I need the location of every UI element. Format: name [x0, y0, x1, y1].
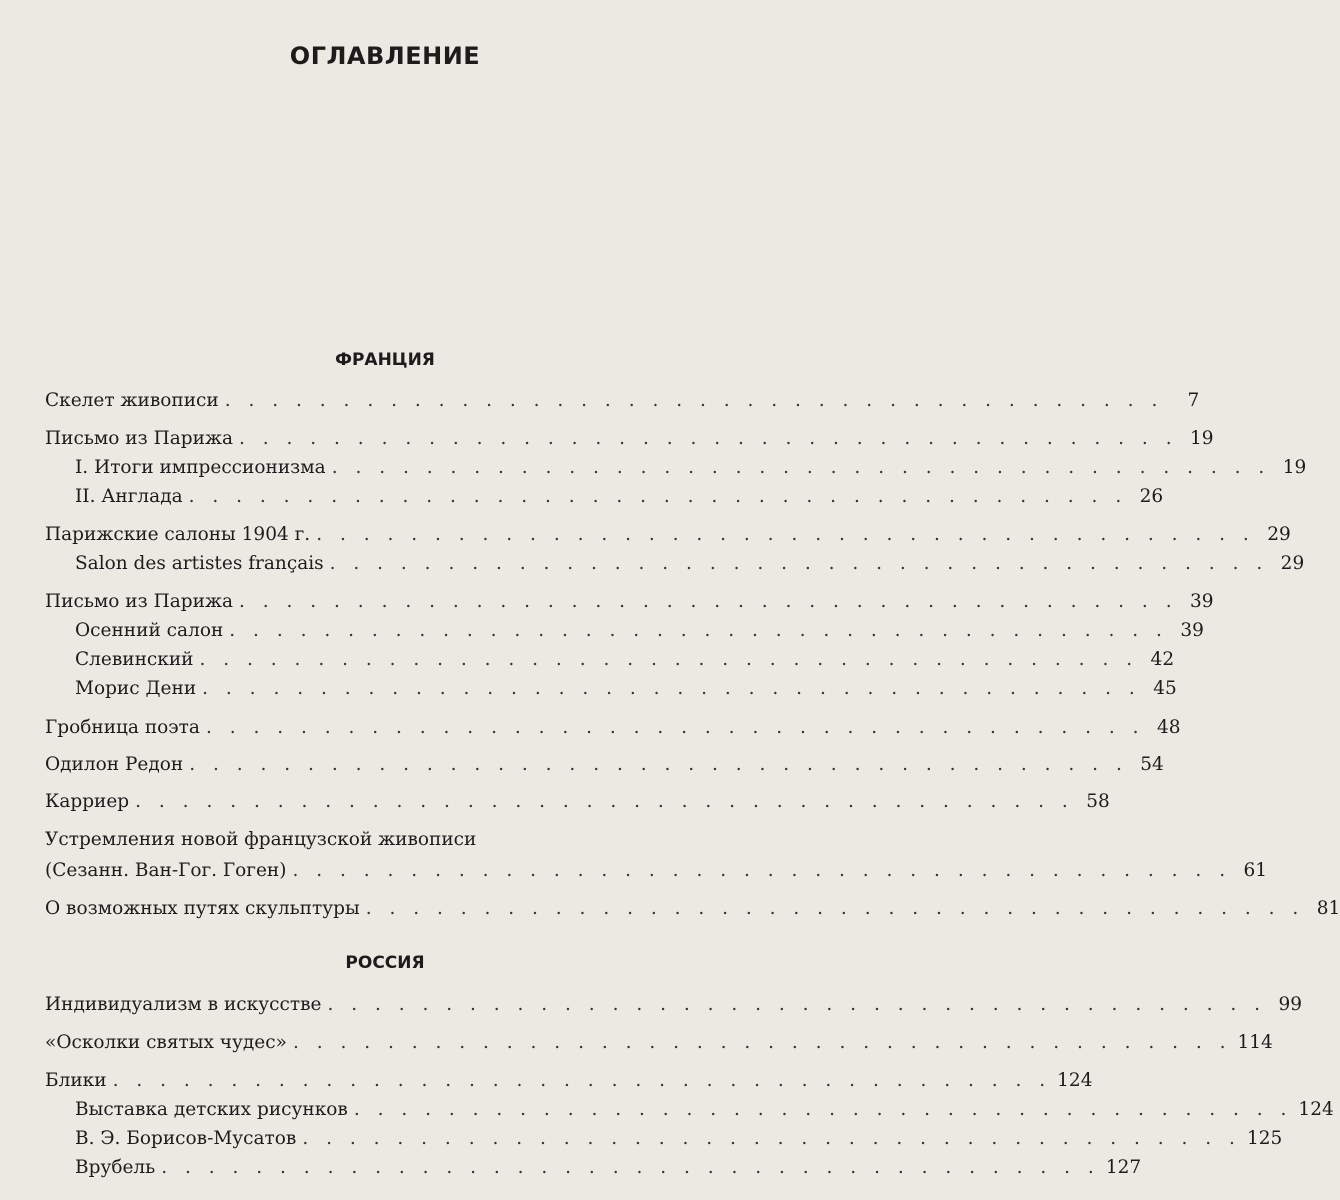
- section-heading-france: ФРАНЦИЯ: [335, 350, 435, 370]
- toc-entry-title: В. Э. Борисов-Мусатов: [75, 1128, 297, 1149]
- toc-entry-title: «Осколки святых чудес»: [45, 1032, 287, 1053]
- dot-leader: . . . . . . . . . . . . . . . . . . . . . . . . . . . . . . . . . . . . . . . .: [331, 457, 1271, 478]
- toc-entry-title: (Сезанн. Ван-Гог. Гоген): [45, 860, 287, 881]
- toc-subentry[interactable]: [75, 616, 1204, 646]
- toc-entry-page: 54: [1140, 754, 1164, 775]
- toc-entry-title: Индивидуализм в искусстве: [45, 994, 322, 1015]
- dot-leader: . . . . . . . . . . . . . . . . . . . . . . . . . . . . . . . . . . . . . . . .: [353, 1099, 1293, 1120]
- toc-subentry[interactable]: [75, 453, 1307, 483]
- toc-subentry[interactable]: [75, 1124, 1283, 1154]
- toc-entry-page: 125: [1246, 1128, 1283, 1149]
- dot-leader: . . . . . . . . . . . . . . . . . . . . . . . . . . . . . . . . . . . . . . . .: [224, 390, 1164, 411]
- toc-entry[interactable]: [45, 894, 1340, 924]
- dot-leader: . . . . . . . . . . . . . . . . . . . . . . . . . . . . . . . . . . . . . . . .: [135, 791, 1074, 812]
- toc-entry-page: 19: [1190, 428, 1214, 449]
- toc-subentry[interactable]: [75, 549, 1305, 579]
- toc-entry-title: Парижские салоны 1904 г.: [45, 524, 311, 545]
- toc-entry-title: Морис Дени: [75, 678, 197, 699]
- toc-entry-page: 58: [1086, 791, 1110, 812]
- toc-entry[interactable]: [45, 713, 1181, 743]
- toc-entry[interactable]: [45, 386, 1200, 416]
- toc-entry-page: 7: [1187, 390, 1200, 411]
- toc-entry-page: 26: [1139, 486, 1164, 507]
- dot-leader: . . . . . . . . . . . . . . . . . . . . . . . . . . . . . . . . . . . . . . . .: [161, 1157, 1100, 1178]
- toc-entry-page: 42: [1150, 649, 1175, 670]
- toc-entry[interactable]: [45, 990, 1303, 1020]
- dot-leader: . . . . . . . . . . . . . . . . . . . . . . . . . . . . . . . . . . . . . . . .: [302, 1128, 1241, 1149]
- toc-entry-title: Карриер: [45, 791, 130, 812]
- toc-entry-page: 48: [1156, 717, 1181, 738]
- toc-entry-page: 114: [1237, 1032, 1273, 1053]
- toc-entry-page: 29: [1280, 553, 1305, 574]
- dot-leader: . . . . . . . . . . . . . . . . . . . . . . . . . . . . . . . . . . . . . . . .: [205, 717, 1145, 738]
- toc-entry-title: Письмо из Парижа: [45, 591, 233, 612]
- toc-entry-page: 99: [1278, 994, 1303, 1015]
- toc-entry[interactable]: [45, 750, 1164, 780]
- dot-leader: . . . . . . . . . . . . . . . . . . . . . . . . . . . . . . . . . . . . . . . .: [229, 620, 1168, 641]
- page-title: ОГЛАВЛЕНИЕ: [289, 42, 481, 70]
- toc-subentry[interactable]: [75, 1153, 1142, 1183]
- toc-entry-page: 45: [1153, 678, 1177, 699]
- toc-subentry[interactable]: [75, 645, 1175, 675]
- toc-subentry[interactable]: [75, 1095, 1334, 1125]
- toc-entry[interactable]: [45, 787, 1110, 817]
- dot-leader: . . . . . . . . . . . . . . . . . . . . . . . . . . . . . . . . . . . . . . . .: [292, 860, 1232, 881]
- toc-entry-page: 127: [1105, 1157, 1142, 1178]
- toc-entry[interactable]: [45, 1066, 1093, 1096]
- section-heading-russia: РОССИЯ: [345, 953, 425, 973]
- table-of-contents: [45, 30, 1340, 1178]
- toc-entry-page: 39: [1180, 620, 1204, 641]
- dot-leader: . . . . . . . . . . . . . . . . . . . . . . . . . . . . . . . . . . . . . . . .: [239, 428, 1178, 449]
- toc-entry-title: Слевинский: [75, 649, 194, 670]
- toc-entry[interactable]: [45, 520, 1291, 550]
- dot-leader: . . . . . . . . . . . . . . . . . . . . . . . . . . . . . . . . . . . . . . . .: [202, 678, 1141, 699]
- dot-leader: . . . . . . . . . . . . . . . . . . . . . . . . . . . . . . . . . . . . . . . .: [365, 898, 1305, 919]
- dot-leader: . . . . . . . . . . . . . . . . . . . . . . . . . . . . . . . . . . . . . . . .: [239, 591, 1178, 612]
- dot-leader: . . . . . . . . . . . . . . . . . . . . . . . . . . . . . . . . . . . . . . . .: [327, 994, 1267, 1015]
- dot-leader: . . . . . . . . . . . . . . . . . . . . . . . . . . . . . . . . . . . . . . . .: [112, 1070, 1052, 1091]
- toc-entry-page: 124: [1298, 1099, 1334, 1120]
- dot-leader: . . . . . . . . . . . . . . . . . . . . . . . . . . . . . . . . . . . . . . . .: [188, 486, 1128, 507]
- dot-leader: . . . . . . . . . . . . . . . . . . . . . . . . . . . . . . . . . . . . . . . .: [199, 649, 1139, 670]
- toc-entry[interactable]: [45, 1028, 1273, 1058]
- toc-entry-title: Выставка детских рисунков: [75, 1099, 348, 1120]
- toc-entry-title: Блики: [45, 1070, 107, 1091]
- toc-entry-page: 124: [1057, 1070, 1093, 1091]
- dot-leader: . . . . . . . . . . . . . . . . . . . . . . . . . . . . . . . . . . . . . . . .: [316, 524, 1255, 545]
- dot-leader: . . . . . . . . . . . . . . . . . . . . . . . . . . . . . . . . . . . . . . . .: [292, 1032, 1232, 1053]
- toc-entry-title: Врубель: [75, 1157, 156, 1178]
- toc-entry-title-line1[interactable]: Устремления новой французской живописи: [45, 829, 477, 850]
- toc-entry-page: 61: [1243, 860, 1268, 881]
- dot-leader: . . . . . . . . . . . . . . . . . . . . . . . . . . . . . . . . . . . . . . . .: [189, 754, 1128, 775]
- toc-entry-page: 19: [1282, 457, 1307, 478]
- toc-subentry[interactable]: [75, 482, 1164, 512]
- toc-entry-title: I. Итоги импрессионизма: [75, 457, 326, 478]
- toc-entry-title: Гробница поэта: [45, 717, 200, 738]
- toc-entry-title: Осенний салон: [75, 620, 224, 641]
- toc-entry-page: 81: [1316, 898, 1340, 919]
- toc-entry-title: Письмо из Парижа: [45, 428, 233, 449]
- dot-leader: . . . . . . . . . . . . . . . . . . . . . . . . . . . . . . . . . . . . . . . .: [329, 553, 1269, 574]
- toc-entry-page: 29: [1267, 524, 1291, 545]
- toc-entry[interactable]: [45, 424, 1214, 454]
- toc-entry-title: Salon des artistes français: [75, 553, 324, 574]
- toc-entry-title: Скелет живописи: [45, 390, 219, 411]
- toc-entry-title: Одилон Редон: [45, 754, 184, 775]
- toc-entry-title: О возможных путях скульптуры: [45, 898, 360, 919]
- toc-entry-page: 39: [1190, 591, 1214, 612]
- toc-subentry[interactable]: [75, 674, 1177, 704]
- toc-entry-title: II. Англада: [75, 486, 183, 507]
- toc-entry[interactable]: [45, 856, 1268, 886]
- toc-entry[interactable]: [45, 587, 1214, 617]
